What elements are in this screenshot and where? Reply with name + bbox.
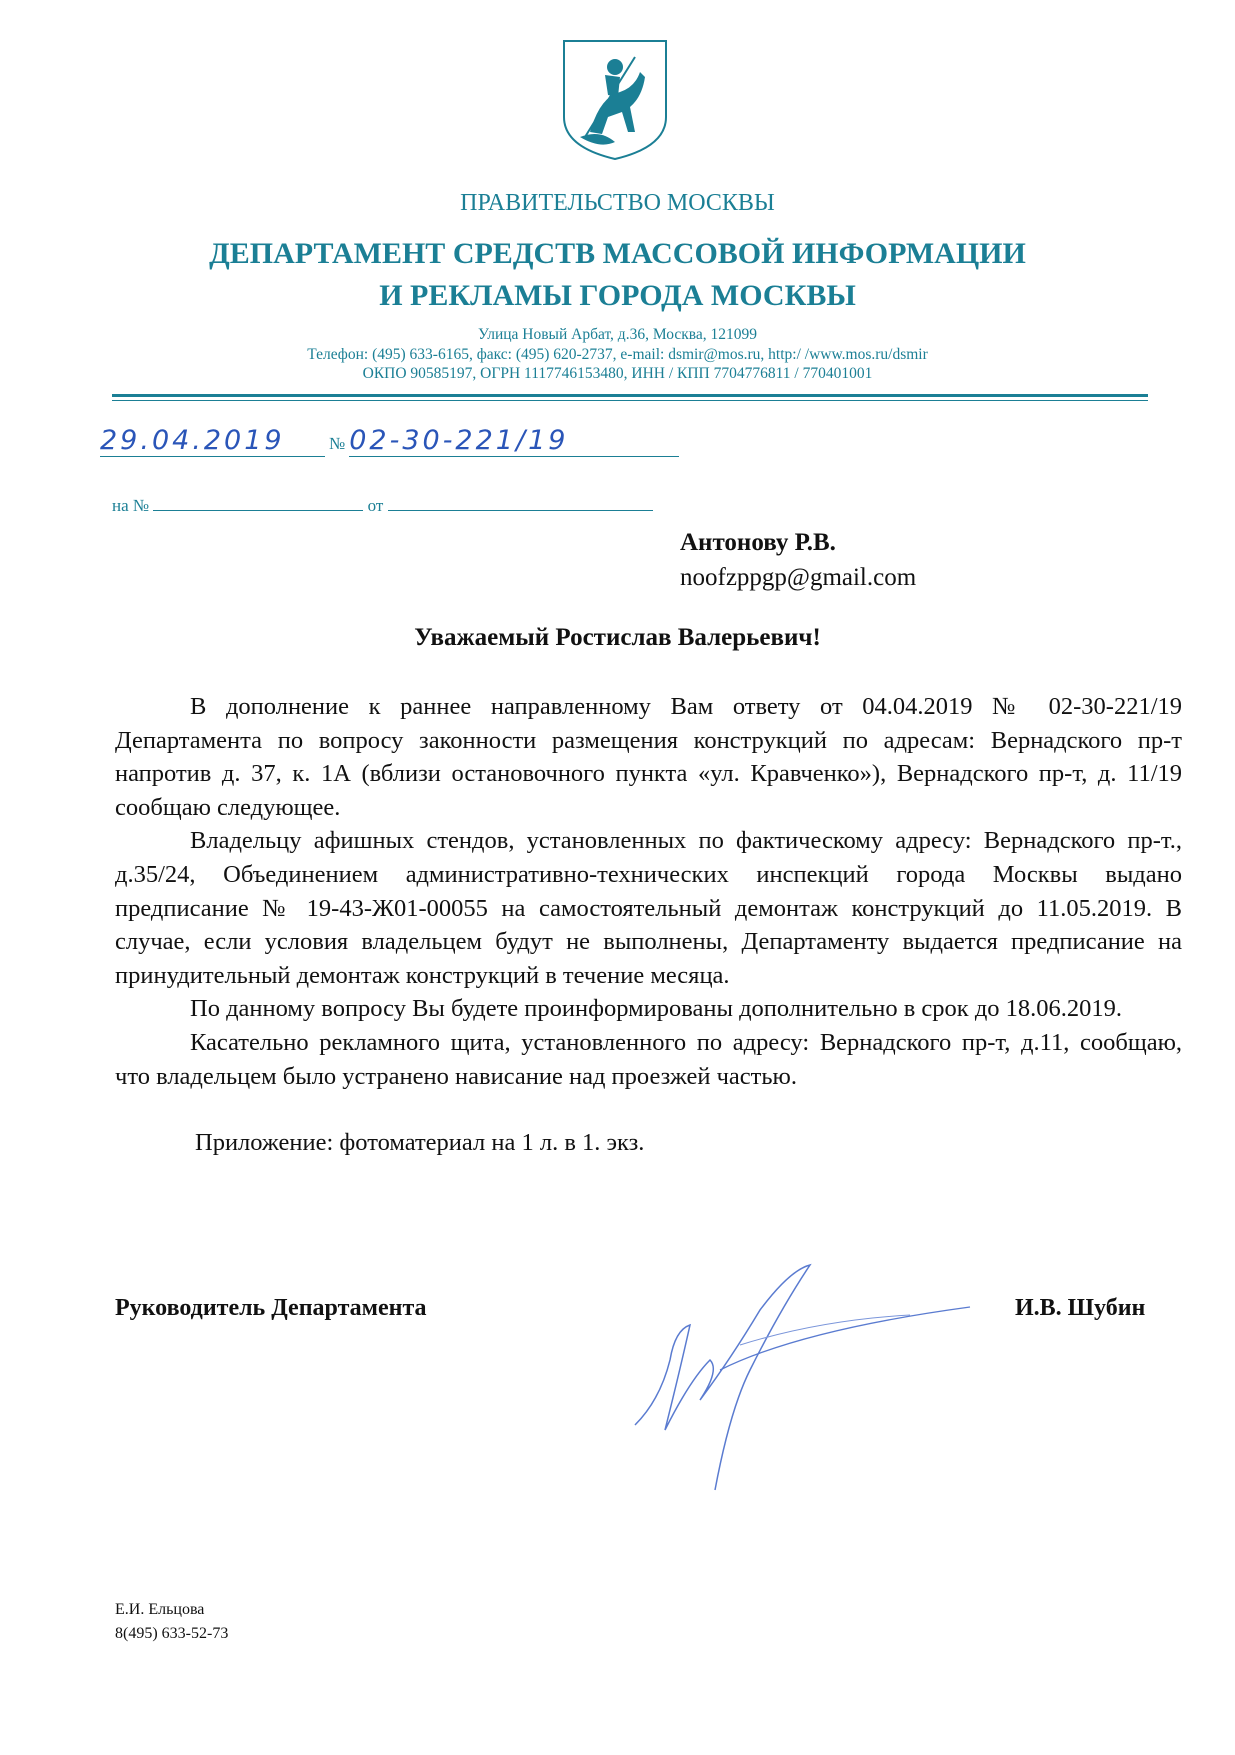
- registration-number: 02-30-221/19: [349, 425, 679, 457]
- addressee-name: Антонову Р.В.: [680, 529, 836, 556]
- executor-info: [115, 1598, 228, 1646]
- letterhead-contacts: [0, 325, 1235, 384]
- addressee-email: noofzppgp@gmail.com: [680, 564, 917, 591]
- address: Улица Новый Арбат, д.36, Москва, 121099: [477, 326, 757, 343]
- department-name-line2: И РЕКЛАМЫ ГОРОДА МОСКВЫ: [379, 279, 856, 312]
- handwritten-signature: [620, 1250, 980, 1500]
- attachment-note: Приложение: фотоматериал на 1 л. в 1. экз.: [195, 1129, 645, 1157]
- registration-date: 29.04.2019: [100, 425, 325, 457]
- paragraph: Владельцу афишных стендов, установленных по фактическому адресу: Вернадского пр-т., д.35/24, Объединением административно-технических инспекций города Москвы выдано предписание № 19-43-Ж01-00055 на самостоятельный демонтаж конструкций до 11.05.2019. В случае, если условия владельцем будут не выполнены, Департаменту выдается предписание на принудительный демонтаж конструкций в течение месяца.: [115, 827, 1182, 989]
- executor-phone: 8(495) 633-52-73: [115, 1625, 229, 1642]
- letter-body: [115, 690, 1182, 1160]
- header-divider: [112, 394, 1148, 397]
- contacts: Телефон: (495) 633-6165, факс: (495) 620-2737, e-mail: dsmir@mos.ru, http:/ /www.mos.ru/dsmir: [307, 345, 928, 363]
- header-divider-thin: [112, 400, 1148, 401]
- from-label: от: [367, 496, 384, 515]
- government-name: ПРАВИТЕЛЬСТВО МОСКВЫ: [460, 190, 775, 216]
- paragraph: Касательно рекламного щита, установленного по адресу: Вернадского пр-т, д.11, сообщаю, что владельцем было устранено нависание над проезжей частью.: [115, 1028, 1182, 1090]
- moscow-coat-of-arms-icon: [560, 37, 670, 163]
- paragraph: По данному вопросу Вы будете проинформированы дополнительно в срок до 18.06.2019.: [190, 995, 1123, 1023]
- registration-line: [100, 425, 679, 457]
- department-name-line1: ДЕПАРТАМЕНТ СРЕДСТВ МАССОВОЙ ИНФОРМАЦИИ: [209, 237, 1026, 270]
- signatory-position: Руководитель Департамента: [115, 1295, 427, 1321]
- registry-codes: ОКПО 90585197, ОГРН 1117746153480, ИНН / КПП 7704776811 / 770401001: [362, 365, 873, 382]
- executor-name: Е.И. Ельцова: [115, 1601, 205, 1618]
- reply-date-blank: [388, 494, 653, 511]
- reply-to-label: на №: [112, 496, 150, 515]
- addressee: [680, 525, 916, 595]
- reply-reference: [112, 494, 653, 516]
- paragraph: В дополнение к раннее направленному Вам ответу от 04.04.2019 № 02-30-221/19 Департамента по вопросу законности размещения конструкций по адресам: Вернадского пр-т напротив д. 37, к. 1А (вблизи остановочного пункта «ул. Кравченко»), Вернадского пр-т, д. 11/19 сообщаю следующее.: [115, 693, 1182, 821]
- reply-number-blank: [153, 494, 363, 511]
- greeting: Уважаемый Ростислав Валерьевич!: [414, 624, 821, 651]
- number-label: №: [329, 434, 346, 453]
- signatory-name: И.В. Шубин: [1015, 1295, 1146, 1321]
